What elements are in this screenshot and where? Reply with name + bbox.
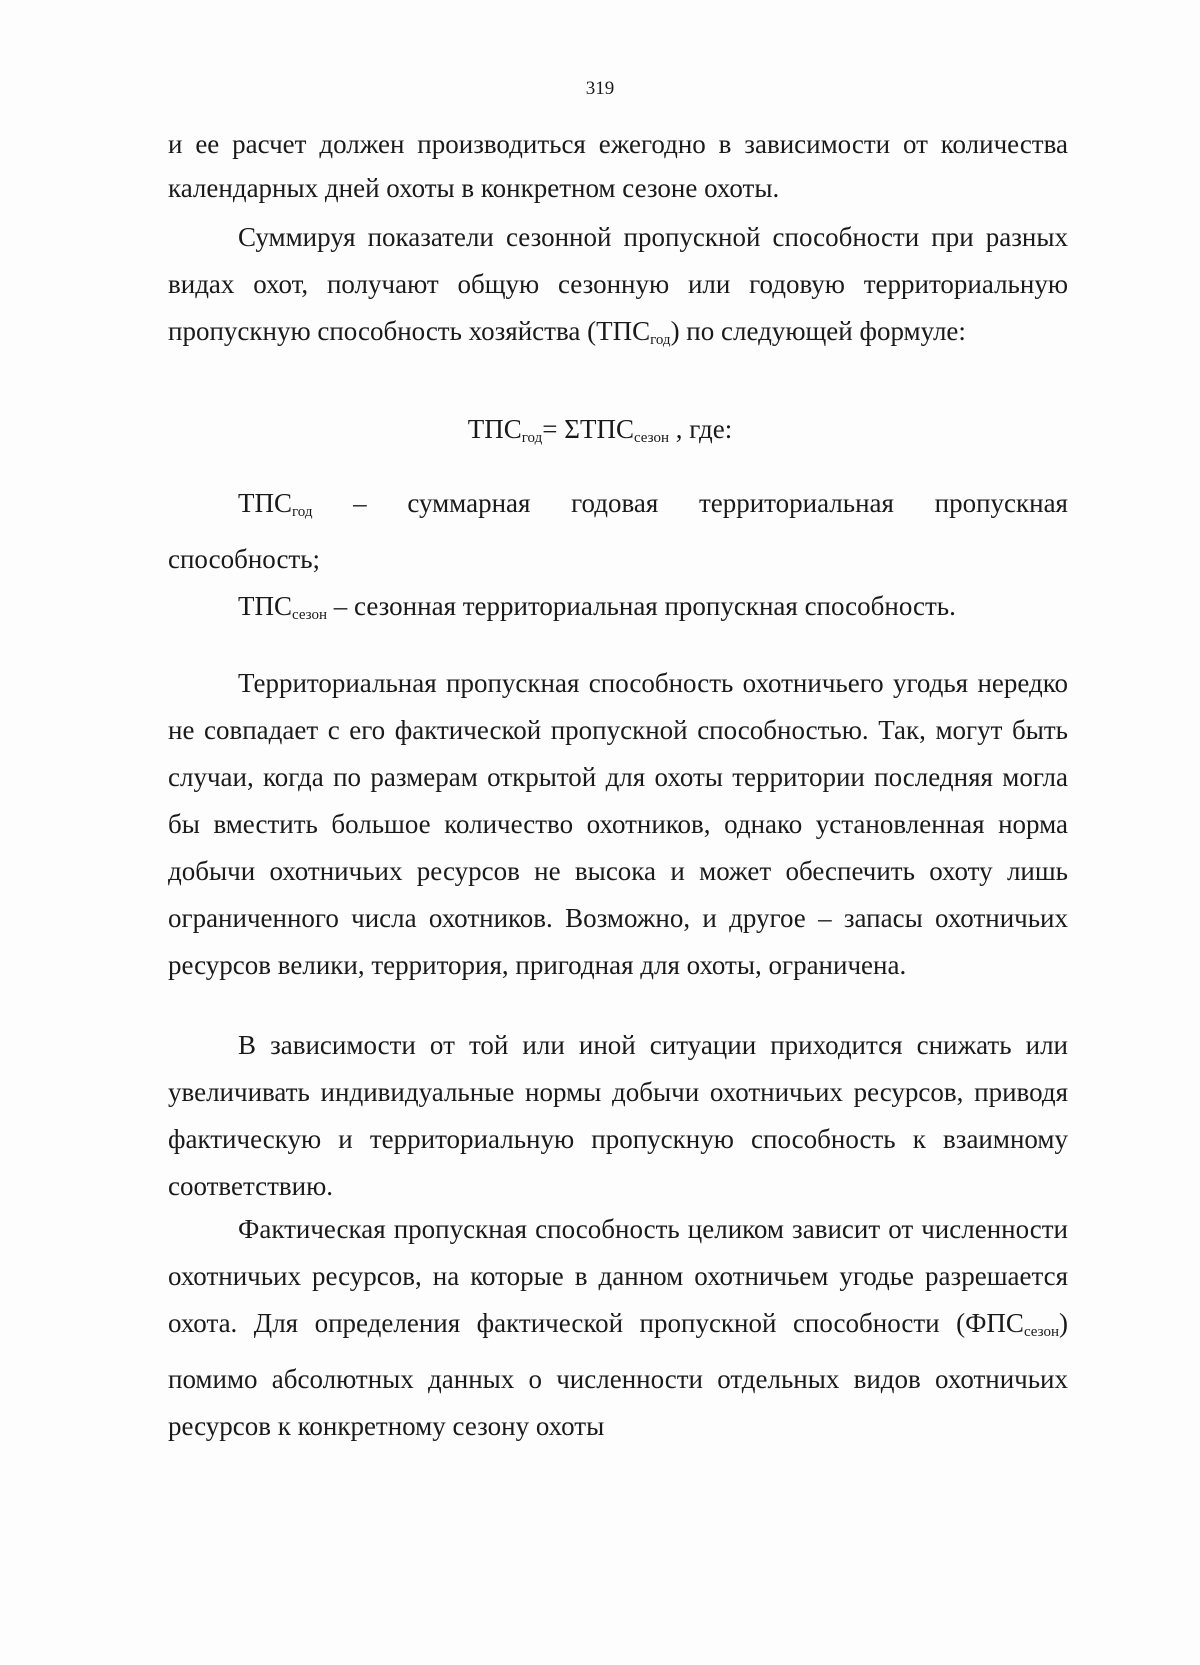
formula — [0, 414, 1200, 447]
definition-term — [238, 480, 312, 536]
formula-lhs: ТПС — [467, 414, 522, 444]
definition-word: территориальная — [698, 488, 894, 518]
formula-lhs-subscript: год — [521, 430, 543, 446]
paragraph-text-part: Суммируя показатели сезонной пропускной способности при разных видах охот, получают общую сезонную или годовую территориальную пропускную способность хозяйства (ТПС — [168, 222, 1068, 346]
paragraph-line: календарных дней охоты в конкретном сезоне охоты. — [168, 173, 780, 203]
definition-word: суммарная — [407, 488, 531, 518]
definition-word: годовая — [571, 488, 659, 518]
paragraph-continuation — [168, 122, 1068, 210]
definition-line — [168, 583, 1068, 639]
definitions — [168, 480, 1068, 639]
paragraph-text: Территориальная пропускная способность охотничьего угодья нередко не совпадает с его фактической пропускной способностью. Так, могут быть случаи, когда по размерам открытой для охоты территории последняя могла бы вместить большое количество охотников, однако установленная норма добычи охотничьих ресурсов не высока и может обеспечить охоту лишь ограниченного числа охотников. Возможно, и другое – запасы охотничьих ресурсов велики, территория, пригодная для охоты, ограничена. — [168, 668, 1068, 980]
paragraph-territorial — [168, 660, 1068, 989]
formula-rhs: ΣТПС — [564, 414, 634, 444]
subscript: год — [650, 332, 671, 348]
definition-dash: – — [353, 488, 367, 518]
definition-word: пропускная — [934, 488, 1068, 518]
paragraph-summation — [168, 214, 1068, 364]
paragraph-text — [168, 214, 1068, 364]
paragraph-text-part: ) по следующей формуле: — [670, 316, 966, 346]
definition-line — [168, 480, 1068, 536]
paragraph-text-part: ) помимо абсолютных данных о численности отдельных видов охотничьих ресурсов к конкретному сезону охоты — [168, 1308, 1068, 1441]
paragraph-situation — [168, 1022, 1068, 1210]
definition-subscript: сезон — [292, 607, 328, 623]
formula-tail: , где: — [669, 414, 733, 444]
subscript: сезон — [1023, 1324, 1059, 1340]
definition-text: – сезонная территориальная пропускная способность. — [327, 591, 956, 621]
definition-continuation: способность; — [168, 544, 321, 574]
formula-rhs-subscript: сезон — [633, 430, 670, 446]
paragraph-text-part: Фактическая пропускная способность целиком зависит от численности охотничьих ресурсов, на которые в данном охотничьем угодье разрешается охота. Для определения фактической пропускной способности (ФПС — [168, 1214, 1068, 1338]
paragraph-factual — [168, 1206, 1068, 1450]
definition-subscript: год — [292, 504, 313, 520]
definition-term-text: ТПС — [238, 591, 292, 621]
paragraph-text — [168, 1206, 1068, 1450]
page-number: 319 — [585, 78, 615, 99]
definition-term-text: ТПС — [238, 488, 292, 518]
paragraph-text: В зависимости от той или иной ситуации приходится снижать или увеличивать индивидуальные нормы добычи охотничьих ресурсов, приводя фактическую и территориальную пропускную способность к взаимному соответствию. — [168, 1030, 1068, 1201]
paragraph-line: и ее расчет должен производиться ежегодно в зависимости от количества — [168, 129, 1068, 159]
formula-equals: = — [542, 414, 565, 444]
